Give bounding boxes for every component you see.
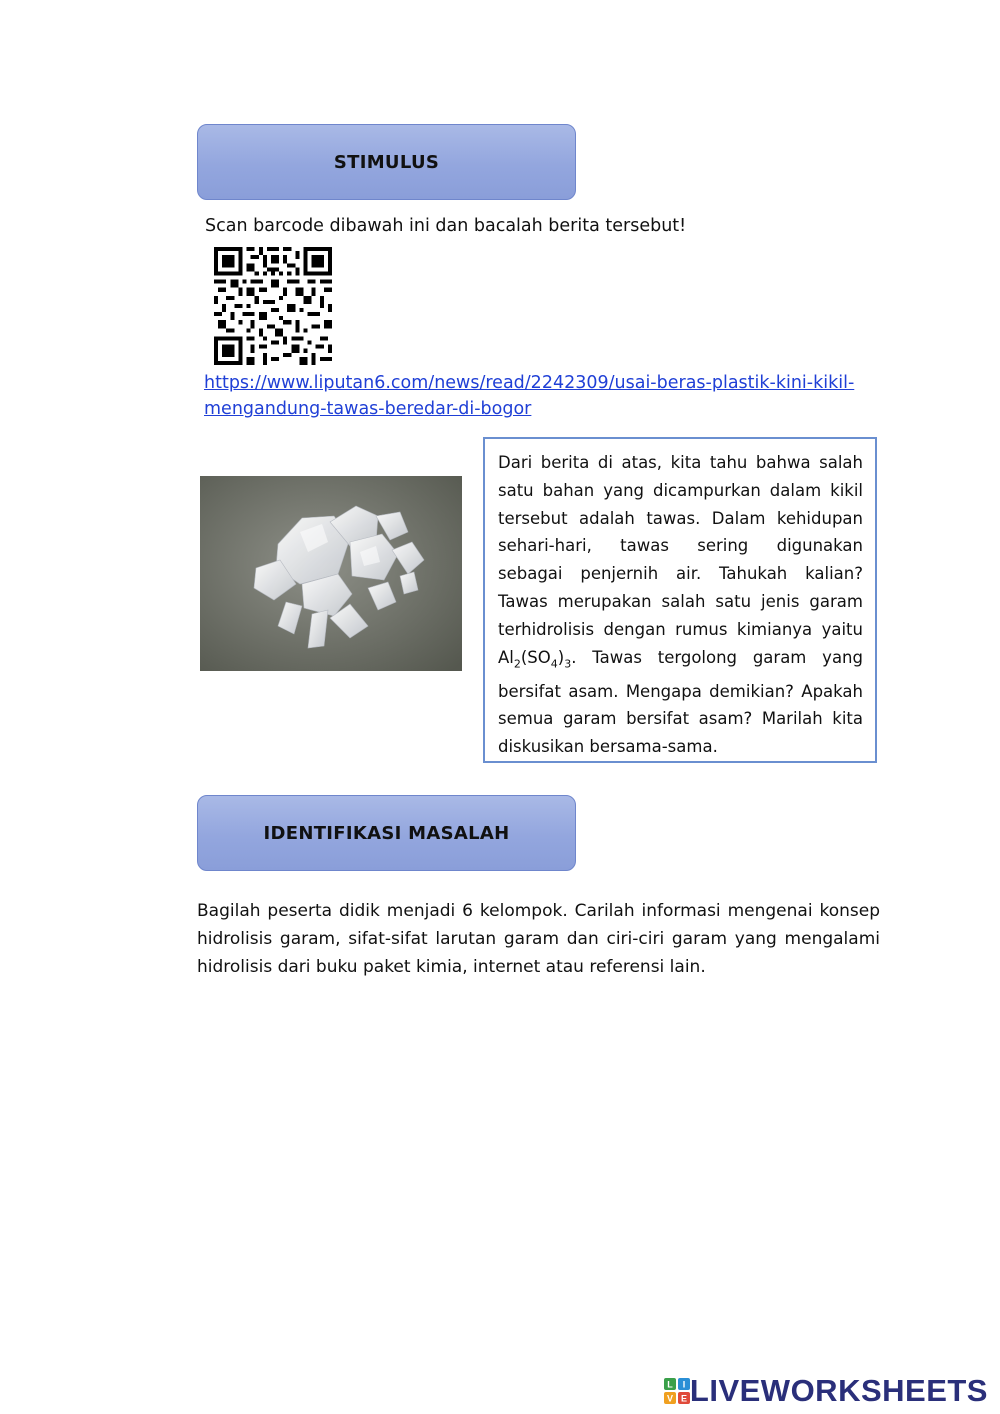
svg-text:V: V bbox=[666, 1393, 673, 1404]
identifikasi-paragraph: Bagilah peserta didik menjadi 6 kelompok. Carilah informasi mengenai konsep hidrolisis garam, sifat-sifat larutan garam dan ciri-ciri garam yang mengalami hidrolisis dari buku paket kimia, internet atau referensi lain. bbox=[197, 901, 880, 977]
liveworksheets-logo bbox=[664, 1373, 988, 1409]
alum-crystal-image bbox=[200, 476, 462, 671]
stimulus-title: STIMULUS bbox=[333, 151, 440, 173]
svg-text:L: L bbox=[667, 1379, 673, 1390]
svg-text:I: I bbox=[682, 1379, 686, 1390]
brand-name: LIVEWORKSHEETS bbox=[689, 1373, 988, 1408]
svg-text:E: E bbox=[680, 1393, 687, 1404]
news-link[interactable]: https://www.liputan6.com/news/read/2242309/usai-beras-plastik-kini-kikil-mengandung-tawas-beredar-di-bogor bbox=[204, 373, 855, 419]
liveworksheets-logo-icon bbox=[664, 1378, 690, 1404]
scan-instruction: Scan barcode dibawah ini dan bacalah berita tersebut! bbox=[205, 216, 687, 236]
stimulus-text-box bbox=[483, 437, 877, 763]
stimulus-header bbox=[197, 124, 576, 200]
stimulus-paragraph: Dari berita di atas, kita tahu bahwa salah satu bahan yang dicampurkan dalam kikil tersebut adalah tawas. Dalam kehidupan sehari-hari, tawas sering digunakan sebagai penjernih air. Tahukah kalian? Tawas merupakan salah satu jenis garam terhidrolisis dengan rumus kimianya yaitu $Al_2(SO_4)_3$. Tawas tergolong garam yang bersifat asam. Mengapa demikian? Apakah semua garam bersifat asam? Marilah kita diskusikan bersama-sama. bbox=[498, 453, 863, 757]
qr-code-icon[interactable] bbox=[214, 247, 332, 365]
identifikasi-header bbox=[197, 795, 576, 871]
identifikasi-title: IDENTIFIKASI MASALAH bbox=[263, 822, 510, 844]
